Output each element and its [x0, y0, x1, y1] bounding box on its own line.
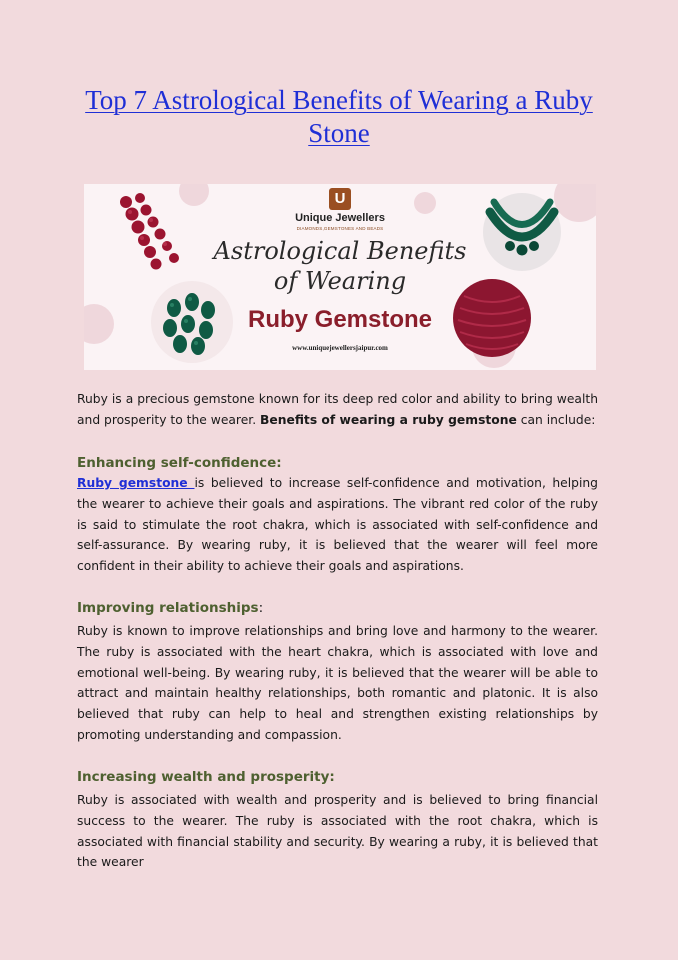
section-body-confidence: Ruby gemstone is believed to increase self-confidence and motivation, helping the wearer to achieve their goals and aspirations. The vibrant red color of the ruby is said to stimulate the root chakra, which is associated with self-confidence and self-assurance. By wearing ruby, it is believed that the wearer will feel more confident in their ability to achieve their goals and aspirations.: [77, 476, 598, 574]
page-title-link[interactable]: Top 7 Astrological Benefits of Wearing a Ruby Stone: [85, 85, 593, 148]
banner-brand: Unique Jewellers: [295, 212, 385, 224]
banner-brand-subtitle: DIAMONDS,GEMSTONES AND BEADS: [296, 226, 384, 231]
emerald-necklace-photo: [482, 192, 562, 272]
banner-heading: Astrological Benefits of Wearing: [213, 237, 467, 295]
banner-highlight: Ruby Gemstone: [247, 306, 433, 333]
banner-image: [84, 184, 596, 370]
intro-bold-phrase: Benefits of wearing a ruby gemstone: [260, 412, 517, 427]
section-body-relationships: Ruby is known to improve relationships and bring love and harmony to the wearer. The ruby is associated with the heart chakra, which is associated with love and emotional well-being. By wearing ruby, it is believed that the wearer will be able to attract and maintain healthy relationships, both romantic and platonic. It is also believed that ruby can help to heal and strengthen existing relationships by promoting understanding and compassion.: [77, 624, 598, 742]
section-heading-relationships: Improving relationships:: [77, 600, 264, 616]
ruby-gemstone-link[interactable]: Ruby gemstone: [77, 476, 195, 490]
section-heading-confidence: Enhancing self-confidence:: [77, 455, 282, 471]
section-heading-wealth: Increasing wealth and prosperity:: [77, 769, 335, 785]
section-body-wealth: Ruby is associated with wealth and prosperity and is believed to bring financial success to the wearer. The ruby is associated with the root chakra, which is associated with financial stability and security. By wearing a ruby, it is believed that the wearer: [77, 793, 598, 870]
ruby-strands-photo: [116, 192, 208, 272]
banner-url: www.uniquejewellersjaipur.com: [292, 344, 388, 352]
intro-paragraph: Ruby is a precious gemstone known for its deep red color and ability to bring wealth and prosperity to the wearer. Benefits of wearing a ruby gemstone can include:: [77, 392, 598, 427]
brand-logo-icon: U: [329, 188, 351, 210]
